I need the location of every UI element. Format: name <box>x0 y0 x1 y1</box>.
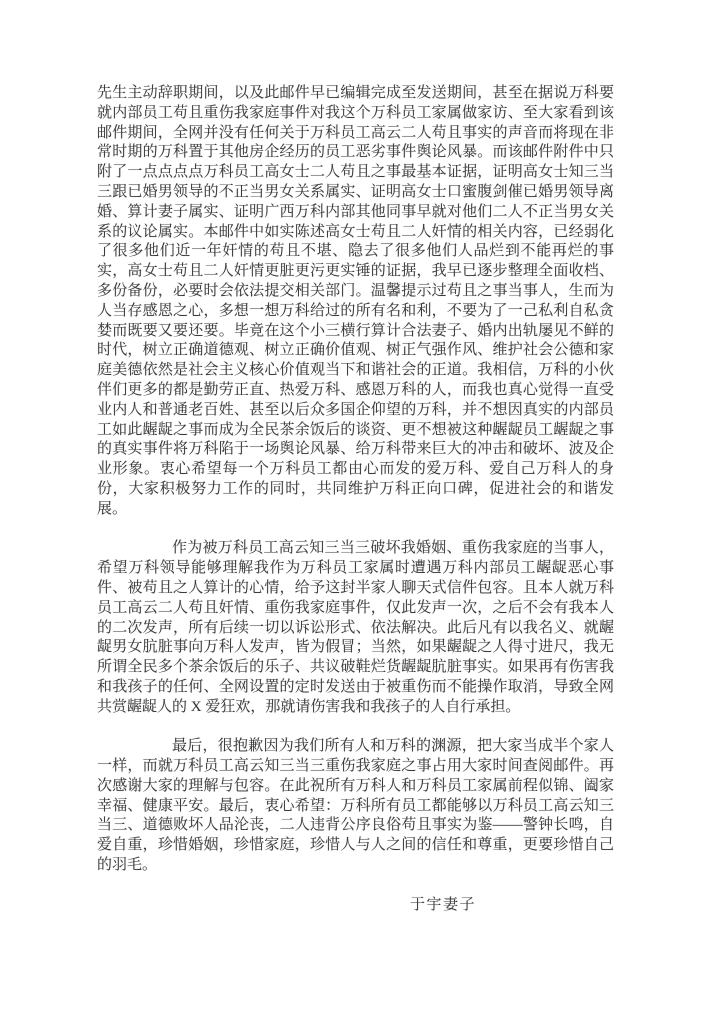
letter-body <box>97 84 614 915</box>
letter-paragraph-2: 作为被万科员工高云知三当三破坏我婚姻、重伤我家庭的当事人，希望万科领导能够理解我作为万科员工家属时遭遇万科内部员工龌龊恶心事件、被苟且之人算计的心情，给予这封半家人聊天式信件包容。且本人就万科员工高云二人苟且奸情、重伤我家庭事件，仅此发声一次，之后不会有我本人的二次发声，所有后续一切以诉讼形式、依法解决。此后凡有以我名义、就龌龊男女肮脏事向万科人发声，皆为假冒；当然，如果龌龊之人得寸进尺，我无所谓全民多个茶余饭后的乐子、共议破鞋烂货龌龊肮脏事实。如果再有伤害我和我孩子的任何、全网设置的定时发送由于被重伤而不能操作取消，导致全网共赏龌龊人的 X 爱狂欢，那就请伤害我和我孩子的人自行承担。 <box>97 540 614 715</box>
letter-paragraph-1: 先生主动辞职期间，以及此邮件早已编辑完成至发送期间，甚至在据说万科要就内部员工苟且重伤我家庭事件对我这个万科员工家属做家访、至大家看到该邮件期间，全网并没有任何关于万科员工高云二人苟且事实的声音而将现在非常时期的万科置于其他房企经历的员工恶劣事件舆论风暴。而该邮件附件中只附了一点点点点万科员工高女士二人苟且之事最基本证据，证明高女士知三当三跟已婚男领导的不正当男女关系属实、证明高女士口蜜腹剑催已婚男领导离婚、算计妻子属实、证明广西万科内部其他同事早就对他们二人不正当男女关系的议论属实。本邮件中如实陈述高女士苟且二人奸情的相关内容，已经弱化了很多他们近一年奸情的苟且不堪、隐去了很多他们人品烂到不能再烂的事实，高女士苟且二人奸情更脏更污更实锤的证据，我早已逐步整理全面收档、多份备份，必要时会依法提交相关部门。温馨提示过苟且之事当事人，生而为人当存感恩之心，多想一想万科给过的所有名和利，不要为了一己私利自私贪婪而既要又要还要。毕竟在这个小三横行算计合法妻子、婚内出轨屡见不鲜的时代，树立正确道德观、树立正确价值观、树正气强作风、维护社会公德和家庭美德依然是社会主义核心价值观当下和谐社会的正道。我相信，万科的小伙伴们更多的都是勤劳正直、热爱万科、感恩万科的人，而我也真心觉得一直受业内人和普通老百姓、甚至以后众多国企仰望的万科，并不想因真实的内部员工如此龌龊之事而成为全民茶余饭后的谈资、更不想被这种龌龊员工龌龊之事的真实事件将万科陷于一场舆论风暴、给万科带来巨大的冲击和破坏、波及企业形象。衷心希望每一个万科员工都由心而发的爱万科、爱自己万科人的身份，大家积极努力工作的同时，共同维护万科正向口碑，促进社会的和谐发展。 <box>97 85 614 517</box>
signature: 于宇妻子 <box>410 896 477 913</box>
letter-paragraph-3: 最后，很抱歉因为我们所有人和万科的渊源，把大家当成半个家人一样，而就万科员工高云知三当三重伤我家庭之事占用大家时间查阅邮件。再次感谢大家的理解与包容。在此祝所有万科人和万科员工家属前程似锦、阖家幸福、健康平安。最后，衷心希望：万科所有员工都能够以万科员工高云知三当三、道德败坏人品沦丧，二人违背公序良俗苟且事实为鉴——警钟长鸣，自爱自重，珍惜婚姻，珍惜家庭，珍惜人与人之间的信任和尊重，更要珍惜自己的羽毛。 <box>97 738 614 874</box>
